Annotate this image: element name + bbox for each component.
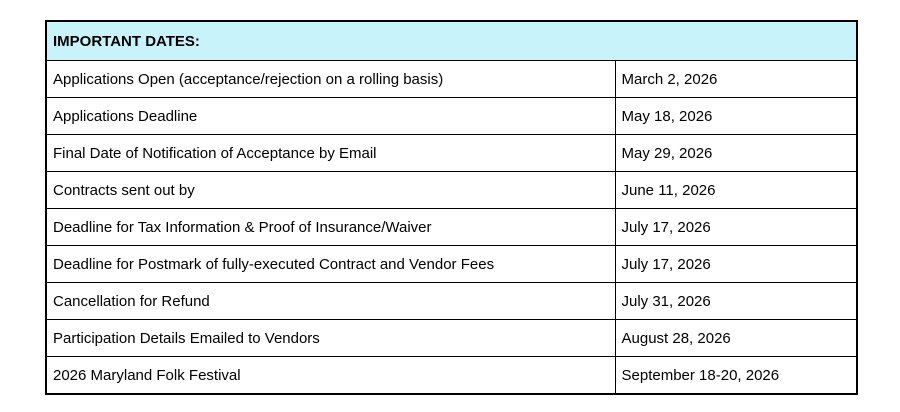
- table-row: [46, 172, 857, 209]
- table-row: [46, 246, 857, 283]
- event-cell: Applications Open (acceptance/rejection on a rolling basis): [46, 61, 615, 98]
- event-cell: Contracts sent out by: [46, 172, 615, 209]
- event-cell: Applications Deadline: [46, 98, 615, 135]
- table-row: [46, 98, 857, 135]
- table-row: [46, 61, 857, 98]
- table-row: [46, 135, 857, 172]
- date-cell: July 17, 2026: [615, 209, 857, 246]
- date-cell: July 31, 2026: [615, 283, 857, 320]
- table-row: [46, 283, 857, 320]
- table-row: [46, 320, 857, 357]
- date-cell: May 18, 2026: [615, 98, 857, 135]
- event-cell: Cancellation for Refund: [46, 283, 615, 320]
- table-heading: IMPORTANT DATES:: [46, 21, 857, 61]
- table-row: [46, 209, 857, 246]
- event-cell: Deadline for Postmark of fully-executed Contract and Vendor Fees: [46, 246, 615, 283]
- table-header-row: [46, 21, 857, 61]
- event-cell: Deadline for Tax Information & Proof of Insurance/Waiver: [46, 209, 615, 246]
- date-cell: September 18-20, 2026: [615, 357, 857, 395]
- table-row: [46, 357, 857, 395]
- important-dates-table: [45, 20, 858, 395]
- event-cell: Final Date of Notification of Acceptance by Email: [46, 135, 615, 172]
- date-cell: June 11, 2026: [615, 172, 857, 209]
- date-cell: May 29, 2026: [615, 135, 857, 172]
- date-cell: March 2, 2026: [615, 61, 857, 98]
- event-cell: 2026 Maryland Folk Festival: [46, 357, 615, 395]
- date-cell: August 28, 2026: [615, 320, 857, 357]
- date-cell: July 17, 2026: [615, 246, 857, 283]
- event-cell: Participation Details Emailed to Vendors: [46, 320, 615, 357]
